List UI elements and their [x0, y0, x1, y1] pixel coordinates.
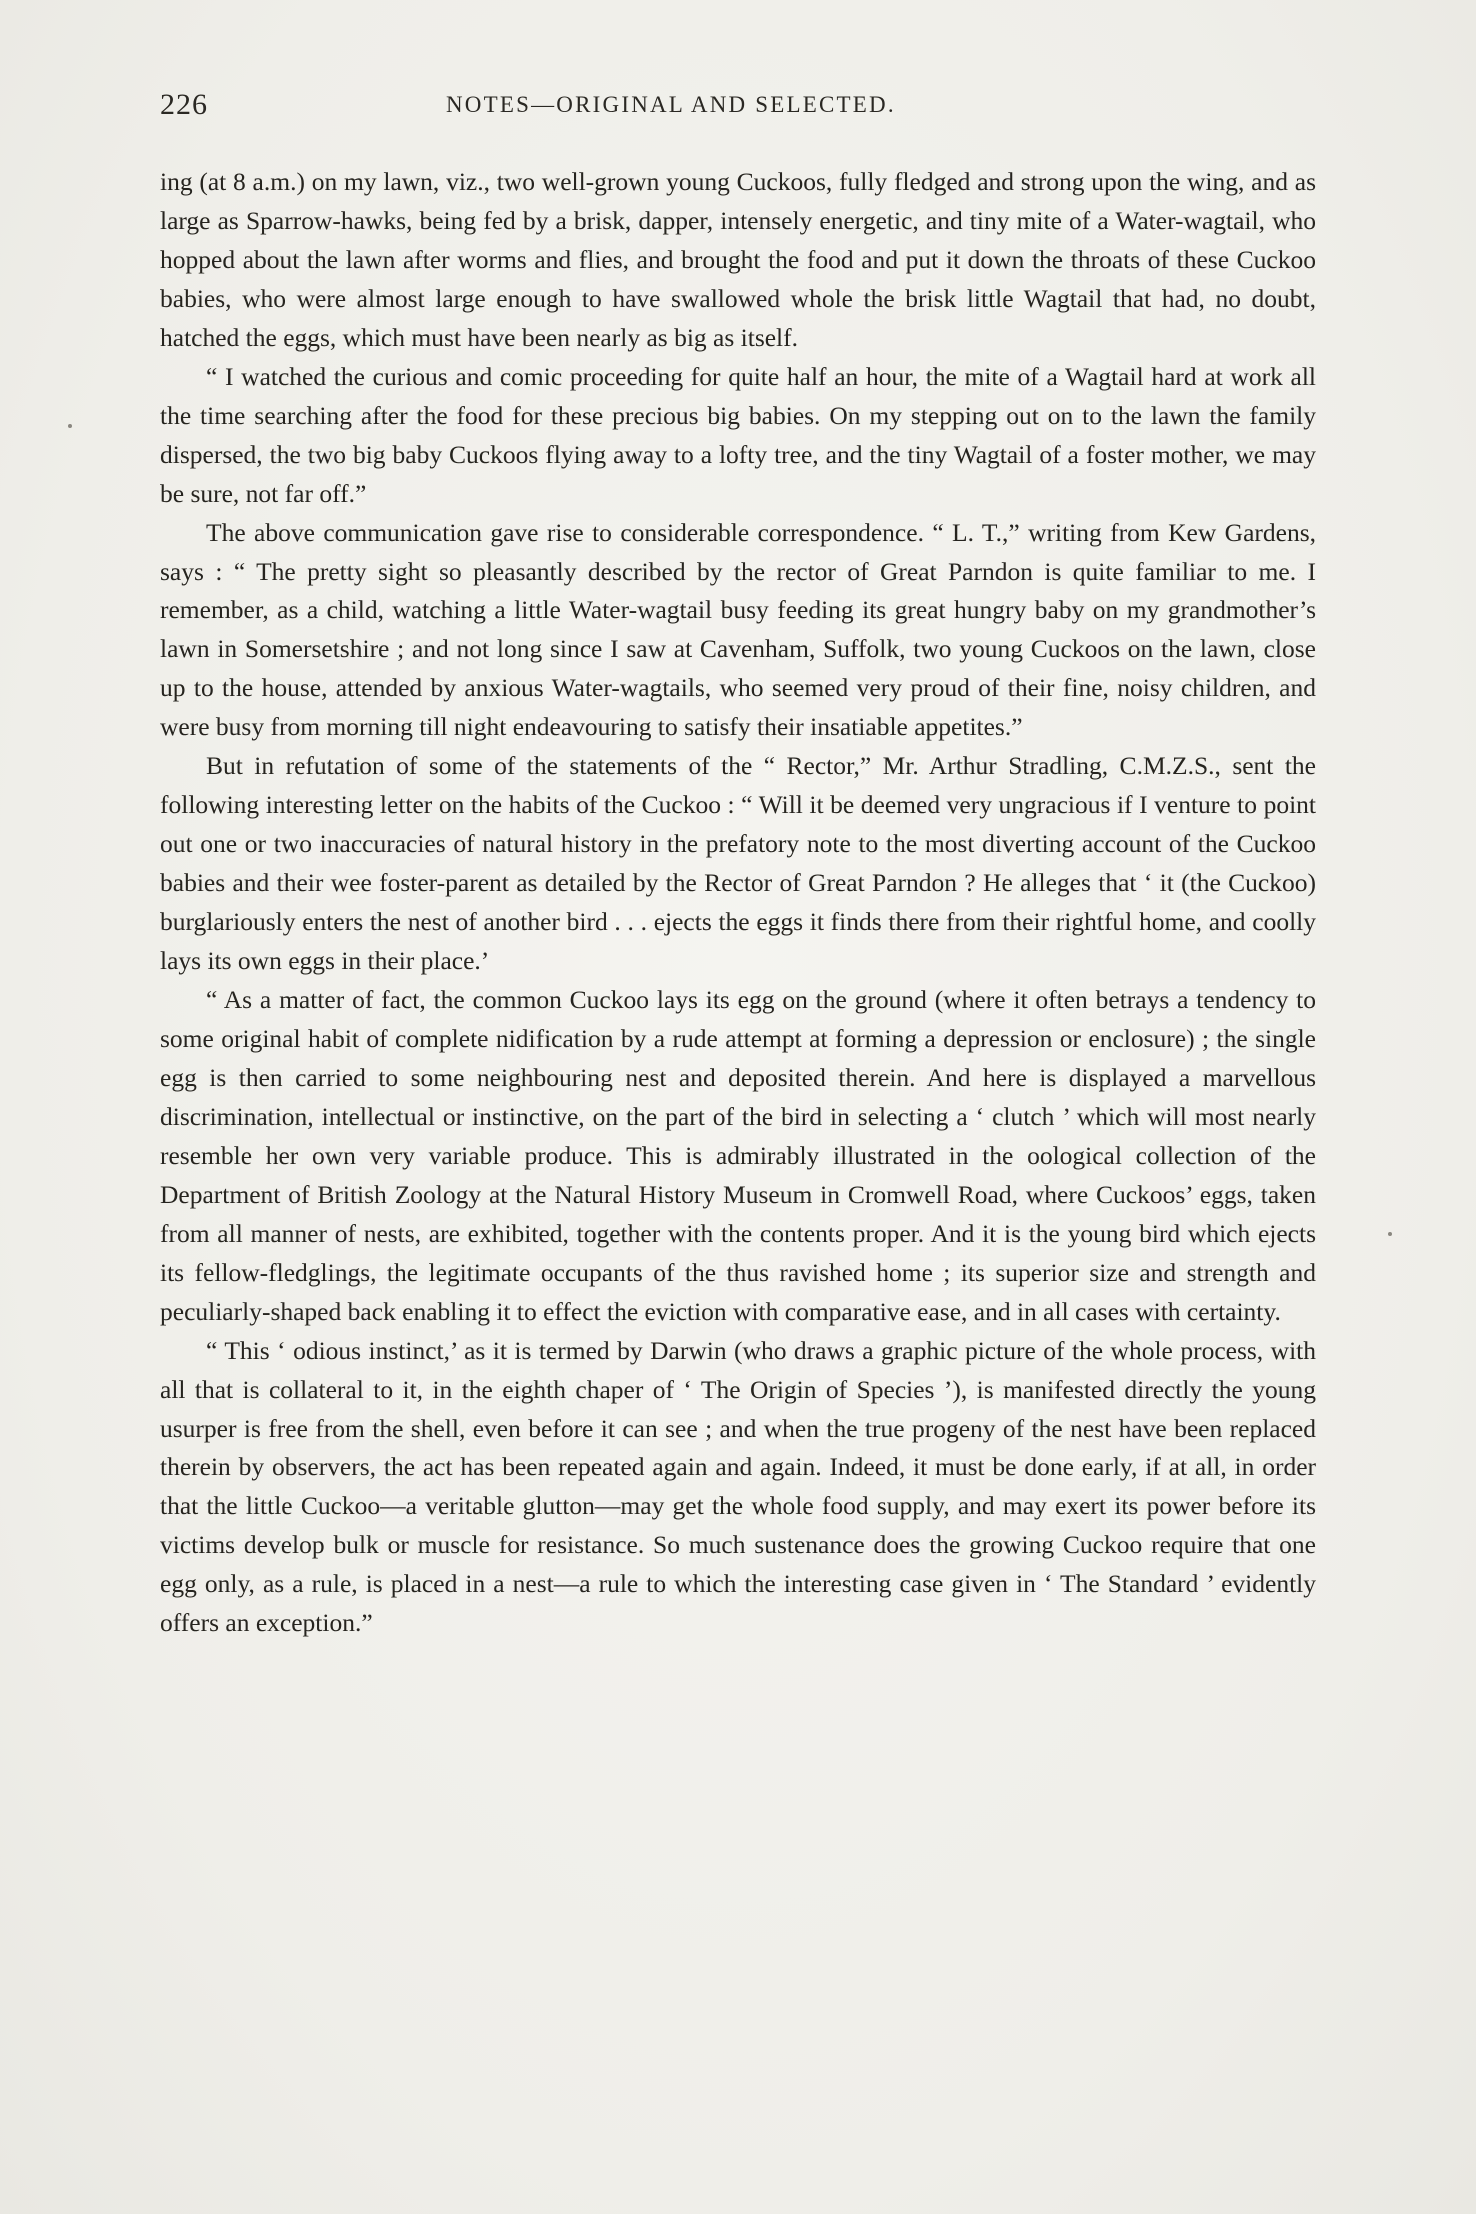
running-head: NOTES—ORIGINAL AND SELECTED.	[446, 92, 896, 117]
paragraph: But in refutation of some of the statements of the “ Rector,” Mr. Arthur Stradling, C.M.Z.S., sent the following interesting letter on the habits of the Cuckoo : “ Will it be deemed very ungracious if I venture to point out one or two inaccuracies of natural history in the prefatory note to the most diverting account of the Cuckoo babies and their wee foster-parent as detailed by the Rector of Great Parndon ? He alleges that ‘ it (the Cuckoo) burglariously enters the nest of another bird . . . ejects the eggs it finds there from their rightful home, and coolly lays its own eggs in their place.’	[160, 751, 1316, 976]
paper-speck	[1388, 1232, 1392, 1236]
page-number: 226	[160, 88, 208, 121]
paragraph: “ As a matter of fact, the common Cuckoo lays its egg on the ground (where it often betrays a tendency to some original habit of complete nidification by a rude attempt at forming a depression or enclosure) ; the single egg is then carried to some neighbouring nest and deposited therein. And here is displayed a marvellous discrimination, intellectual or instinctive, on the part of the bird in selecting a ‘ clutch ’ which will most nearly resemble her own very variable produce. This is admirably illustrated in the oological collection of the Department of British Zoology at the Natural History Museum in Cromwell Road, where Cuckoos’ eggs, taken from all manner of nests, are exhibited, together with the contents proper. And it is the young bird which ejects its fellow-fledglings, the legitimate occupants of the thus ravished home ; its superior size and strength and peculiarly-shaped back enabling it to effect the eviction with comparative ease, and in all cases with certainty.	[160, 985, 1316, 1326]
body-text	[160, 163, 1316, 1643]
page-header	[160, 88, 1320, 132]
paragraph: “ I watched the curious and comic proceeding for quite half an hour, the mite of a Wagtail hard at work all the time searching after the food for these precious big babies. On my stepping out on to the lawn the family dispersed, the two big baby Cuckoos flying away to a lofty tree, and the tiny Wagtail of a foster mother, we may be sure, not far off.”	[160, 361, 1316, 508]
paragraph-continued: ing (at 8 a.m.) on my lawn, viz., two well-grown young Cuckoos, fully fledged and strong upon the wing, and as large as Sparrow-hawks, being fed by a brisk, dapper, intensely energetic, and tiny mite of a Water-wagtail, who hopped about the lawn after worms and flies, and brought the food and put it down the throats of these Cuckoo babies, who were almost large enough to have swallowed whole the brisk little Wagtail that had, no doubt, hatched the eggs, which must have been nearly as big as itself.	[160, 167, 1316, 352]
paragraph: The above communication gave rise to considerable correspondence. “ L. T.,” writing from Kew Gardens, says : “ The pretty sight so pleasantly described by the rector of Great Parndon is quite familiar to me. I remember, as a child, watching a little Water-wagtail busy feeding its great hungry baby on my grandmother’s lawn in Somersetshire ; and not long since I saw at Cavenham, Suffolk, two young Cuckoos on the lawn, close up to the house, attended by anxious Water-wagtails, who seemed very proud of their fine, noisy children, and were busy from morning till night endeavouring to satisfy their insatiable appetites.”	[160, 517, 1316, 742]
paper-speck	[68, 424, 72, 428]
paragraph: “ This ‘ odious instinct,’ as it is termed by Darwin (who draws a graphic picture of the whole process, with all that is collateral to it, in the eighth chaper of ‘ The Origin of Species ’), is manifested directly the young usurper is free from the shell, even before it can see ; and when the true progeny of the nest have been replaced therein by observers, the act has been repeated again and again. Indeed, it must be done early, if at all, in order that the little Cuckoo—a veritable glutton—may get the whole food supply, and may exert its power before its victims develop bulk or muscle for resistance. So much sustenance does the growing Cuckoo require that one egg only, as a rule, is placed in a nest—a rule to which the interesting case given in ‘ The Standard ’ evidently offers an exception.”	[160, 1335, 1316, 1638]
